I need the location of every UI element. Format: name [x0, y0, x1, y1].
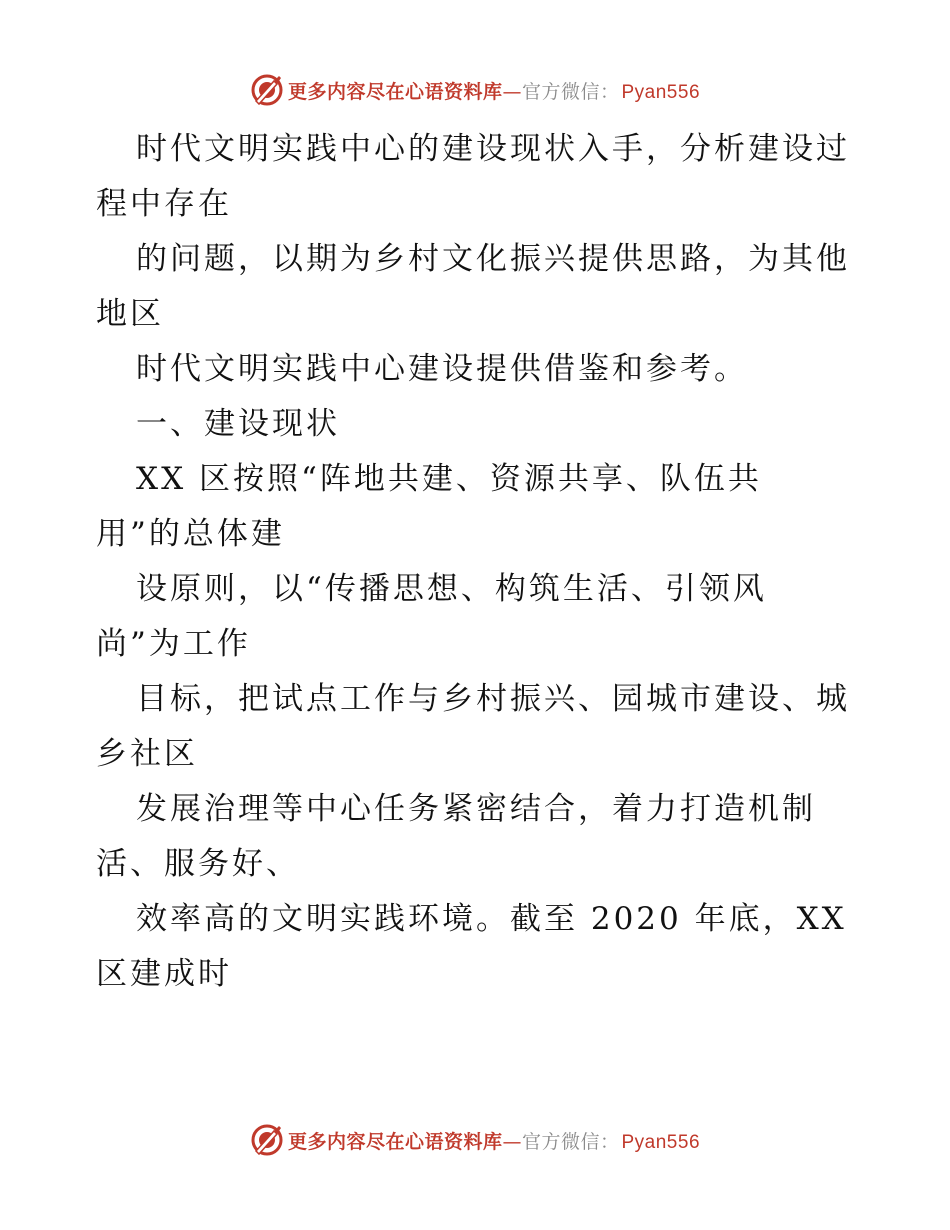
- pen-logo-icon: [250, 1123, 284, 1157]
- footer-banner: [0, 1122, 950, 1158]
- text-line: 乡社区: [96, 736, 198, 772]
- text-line: XX 区按照“阵地共建、资源共享、队伍共: [136, 461, 762, 497]
- text-line: 地区: [96, 296, 164, 332]
- banner-title: 更多内容尽在心语资料库: [287, 1130, 503, 1153]
- text-line: 时代文明实践中心的建设现状入手，分析建设过: [136, 131, 850, 167]
- banner-title: 更多内容尽在心语资料库: [287, 80, 503, 103]
- banner-wechat-label: 官方微信：: [521, 1130, 620, 1153]
- text-line: 设原则，以“传播思想、构筑生活、引领风: [136, 571, 767, 607]
- document-body: [96, 122, 866, 1002]
- text-line: 用”的总体建: [96, 516, 285, 552]
- text-line: 时代文明实践中心建设提供借鉴和参考。: [136, 351, 748, 387]
- text-line: 尚”为工作: [96, 626, 251, 662]
- section-heading: 一、建设现状: [136, 406, 340, 442]
- text-line: 活、服务好、: [96, 846, 300, 882]
- text-line: 程中存在: [96, 186, 232, 222]
- banner-wechat-id: Pyan556: [621, 1131, 701, 1153]
- text-line: 的问题，以期为乡村文化振兴提供思路，为其他: [136, 241, 850, 277]
- pen-logo-icon: [250, 73, 284, 107]
- banner-separator: —: [502, 1130, 522, 1153]
- header-banner: [0, 72, 950, 108]
- text-line: 效率高的文明实践环境。截至 2020 年底，XX: [136, 901, 847, 937]
- text-line: 发展治理等中心任务紧密结合，着力打造机制: [136, 791, 816, 827]
- banner-wechat-id: Pyan556: [621, 81, 701, 103]
- banner-separator: —: [502, 80, 522, 103]
- text-line: 目标，把试点工作与乡村振兴、园城市建设、城: [136, 681, 850, 717]
- text-line: 区建成时: [96, 956, 232, 992]
- banner-wechat-label: 官方微信：: [521, 80, 620, 103]
